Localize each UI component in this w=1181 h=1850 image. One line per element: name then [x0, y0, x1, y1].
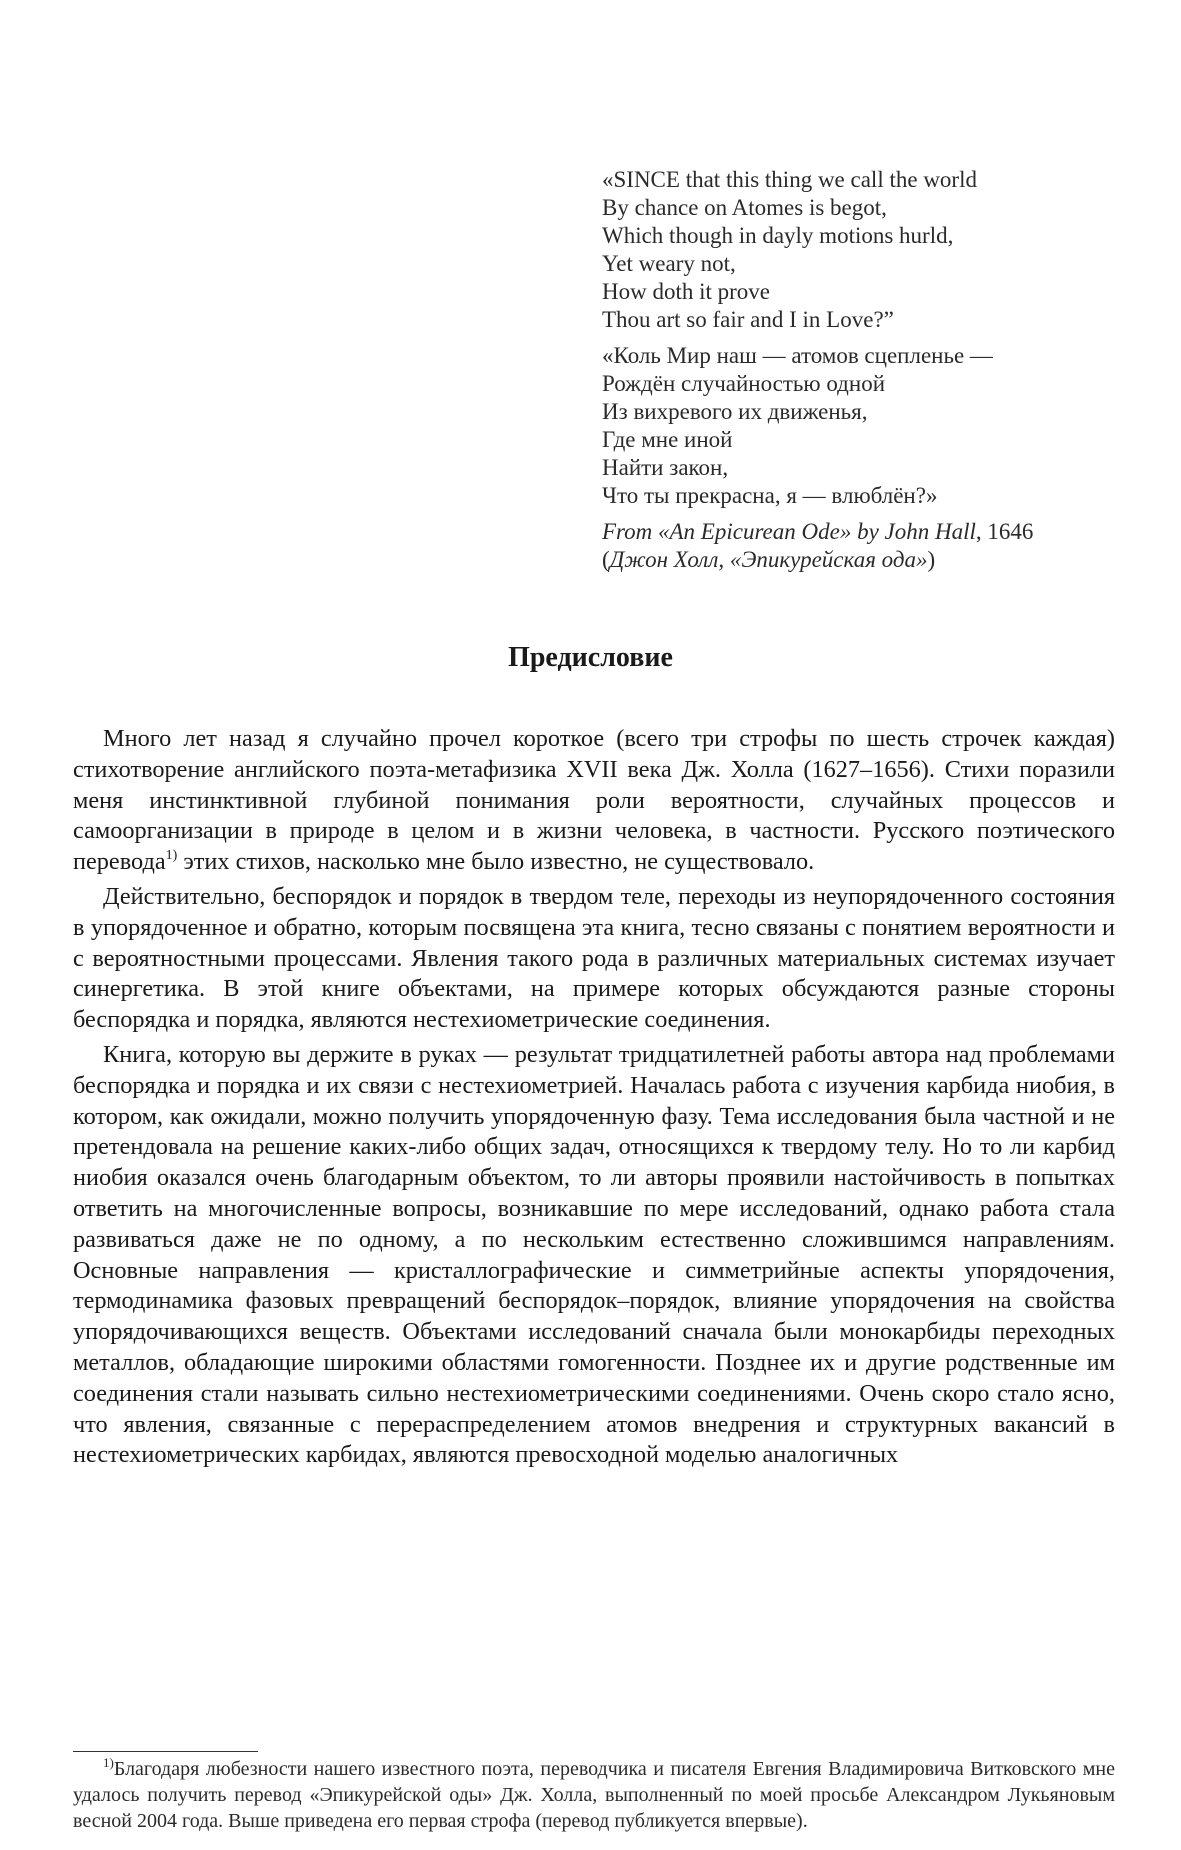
- verse-line: «SINCE that this thing we call the world: [602, 167, 977, 192]
- footnote-text: Благодаря любезности нашего известного поэта, переводчика и писателя Евгения Владимировича Витковского мне удалось получить перевод «Эпикурейской оды» Дж. Холла, выполненный по моей просьбе Александром Лукьяновым весной 2004 года. Выше приведена его первая строфа (перевод публикуется впервые).: [73, 1758, 1115, 1832]
- epigraph-english-stanza: [602, 166, 1122, 334]
- verse-line: Thou art so fair and I in Love?”: [602, 307, 894, 332]
- footnote-mark: 1): [103, 1755, 114, 1770]
- verse-line: Yet weary not,: [602, 251, 736, 276]
- paragraph-3: Книга, которую вы держите в руках — результат тридцатилетней работы автора над проблемами беспорядка и порядка и их связи с нестехиометрией. Началась работа с изучения карбида ниобия, в котором, как ожидали, можно получить упорядоченную фазу. Тема исследования была частной и не претендовала на решение каких-либо общих задач, относящихся к твердому телу. Но то ли карбид ниобия оказался очень благодарным объектом, то ли авторы проявили настойчивость в попытках ответить на многочисленные вопросы, возникавшие по мере исследований, однако работа стала развиваться даже не по одному, а по нескольким естественно сложившимся направлениям. Основные направления — кристаллографические и симметрийные аспекты упорядочения, термодинамика фазовых превращений беспорядок–порядок, влияние упорядочения на свойства упорядочивающихся веществ. Объектами исследований сначала были монокарбиды переходных металлов, обладающие широкими областями гомогенности. Позднее их и другие родственные им соединения стали называть сильно нестехиометрическими соединениями. Очень скоро стало ясно, что явления, связанные с перераспределением атомов внедрения и структурных вакансий в нестехиометрических карбидах, являются превосходной моделью аналогичных: [73, 1040, 1115, 1469]
- verse-line: How doth it prove: [602, 279, 771, 304]
- footnote-divider: [73, 1751, 258, 1752]
- verse-line: By chance on Atomes is begot,: [602, 195, 887, 220]
- paragraph-1-text-end: этих стихов, насколько мне было известно, не существовало.: [177, 848, 815, 876]
- epigraph: [602, 166, 1122, 574]
- page-title: Предисловие: [508, 642, 673, 673]
- attribution-line-source: [602, 518, 1122, 546]
- epigraph-attribution: [602, 518, 1122, 574]
- attribution-paren-open: (: [602, 547, 610, 572]
- verse-line: Из вихревого их движенья,: [602, 399, 868, 424]
- paragraph-2: Действительно, беспорядок и порядок в твердом теле, переходы из неупорядоченного состояния в упорядоченное и обратно, которым посвящена эта книга, тесно связаны с понятием вероятности и с вероятностными процессами. Явления такого рода в различных материальных системах изучает синергетика. В этой книге объектами, на примере которых обсуждаются разные стороны беспорядка и порядка, являются нестехиометрические соединения.: [73, 882, 1115, 1034]
- attribution-paren-close: ): [927, 547, 936, 572]
- attribution-line-russian: [602, 546, 1122, 574]
- attribution-russian-title: Джон Холл, «Эпикурейская ода»: [609, 547, 928, 572]
- preface-body: [73, 724, 1115, 1475]
- verse-line: Найти закон,: [602, 455, 729, 480]
- verse-line: Что ты прекрасна, я — влюблён?»: [602, 483, 938, 508]
- verse-line: Which though in dayly motions hurld,: [602, 223, 954, 248]
- verse-line: Рождён случайностью одной: [602, 371, 885, 396]
- epigraph-russian-stanza: [602, 342, 1122, 510]
- footnote: [73, 1756, 1115, 1834]
- paragraph-1-text-start: Много лет назад я случайно прочел короткое (всего три строфы по шесть строчек каждая) стихотворение английского поэта-метафизика XVII века Дж. Холла (1627–1656). Стихи поразили меня инстинктивной глубиной понимания роли вероятности, случайных процессов и самоорганизации в природе в целом и в жизни человека, в частности. Русского поэтического перевода: [73, 725, 1115, 876]
- attribution-source-title: From «An Epicurean Ode» by John Hall: [602, 519, 976, 544]
- verse-line: Где мне иной: [602, 427, 733, 452]
- verse-line: «Коль Мир наш — атомов сцепленье —: [602, 343, 993, 368]
- paragraph-1: [73, 724, 1115, 878]
- attribution-year: , 1646: [975, 519, 1034, 544]
- footnote-reference-mark[interactable]: 1): [165, 848, 178, 864]
